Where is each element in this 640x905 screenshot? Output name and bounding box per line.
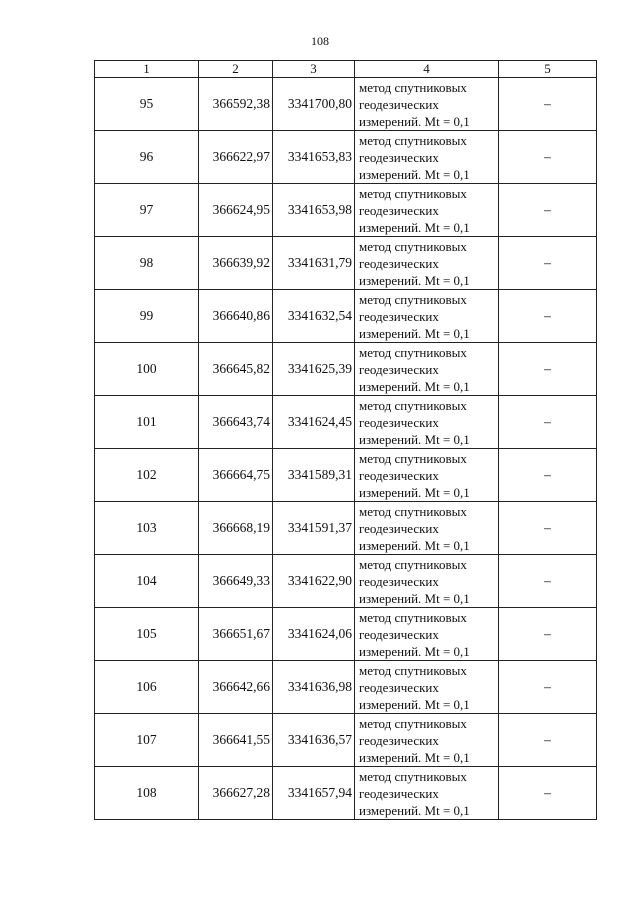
x-coordinate-cell: 366668,19: [199, 502, 273, 555]
note-cell: –: [499, 502, 597, 555]
method-line: метод спутниковых: [359, 503, 467, 519]
method-cell: [355, 237, 499, 290]
note-cell: –: [499, 343, 597, 396]
method-line: геодезических: [359, 679, 439, 695]
method-line: метод спутниковых: [359, 662, 467, 678]
y-coordinate-cell: 3341631,79: [273, 237, 355, 290]
y-coordinate-cell: 3341624,45: [273, 396, 355, 449]
method-cell: [355, 449, 499, 502]
method-line: измерений. Mt = 0,1: [359, 696, 470, 712]
method-cell: [355, 78, 499, 131]
point-number-cell: 108: [95, 767, 199, 820]
table-row: [95, 661, 597, 714]
x-coordinate-cell: 366641,55: [199, 714, 273, 767]
y-coordinate-cell: 3341657,94: [273, 767, 355, 820]
x-coordinate-cell: 366649,33: [199, 555, 273, 608]
method-line: геодезических: [359, 785, 439, 801]
method-line: геодезических: [359, 255, 439, 271]
method-line: измерений. Mt = 0,1: [359, 166, 470, 182]
column-header: 4: [355, 61, 499, 78]
point-number-cell: 104: [95, 555, 199, 608]
y-coordinate-cell: 3341632,54: [273, 290, 355, 343]
method-line: геодезических: [359, 414, 439, 430]
method-cell: [355, 343, 499, 396]
note-cell: –: [499, 661, 597, 714]
method-line: метод спутниковых: [359, 556, 467, 572]
method-line: измерений. Mt = 0,1: [359, 431, 470, 447]
point-number-cell: 103: [95, 502, 199, 555]
method-line: метод спутниковых: [359, 291, 467, 307]
note-cell: –: [499, 608, 597, 661]
table-header-row: [95, 61, 597, 78]
method-cell: [355, 608, 499, 661]
point-number-cell: 101: [95, 396, 199, 449]
note-cell: –: [499, 767, 597, 820]
table-row: [95, 449, 597, 502]
x-coordinate-cell: 366627,28: [199, 767, 273, 820]
method-line: измерений. Mt = 0,1: [359, 643, 470, 659]
column-header: 3: [273, 61, 355, 78]
point-number-cell: 96: [95, 131, 199, 184]
method-cell: [355, 184, 499, 237]
x-coordinate-cell: 366624,95: [199, 184, 273, 237]
point-number-cell: 107: [95, 714, 199, 767]
method-cell: [355, 290, 499, 343]
method-cell: [355, 555, 499, 608]
method-line: геодезических: [359, 467, 439, 483]
column-header: 1: [95, 61, 199, 78]
y-coordinate-cell: 3341636,98: [273, 661, 355, 714]
note-cell: –: [499, 237, 597, 290]
method-line: измерений. Mt = 0,1: [359, 325, 470, 341]
method-line: метод спутниковых: [359, 450, 467, 466]
method-cell: [355, 767, 499, 820]
y-coordinate-cell: 3341589,31: [273, 449, 355, 502]
note-cell: –: [499, 714, 597, 767]
point-number-cell: 95: [95, 78, 199, 131]
y-coordinate-cell: 3341653,83: [273, 131, 355, 184]
y-coordinate-cell: 3341653,98: [273, 184, 355, 237]
method-line: измерений. Mt = 0,1: [359, 272, 470, 288]
method-line: измерений. Mt = 0,1: [359, 378, 470, 394]
method-line: измерений. Mt = 0,1: [359, 590, 470, 606]
method-line: измерений. Mt = 0,1: [359, 219, 470, 235]
method-cell: [355, 502, 499, 555]
note-cell: –: [499, 396, 597, 449]
table-row: [95, 343, 597, 396]
table-row: [95, 502, 597, 555]
method-line: геодезических: [359, 361, 439, 377]
table-row: [95, 396, 597, 449]
method-cell: [355, 661, 499, 714]
method-line: измерений. Mt = 0,1: [359, 484, 470, 500]
method-line: геодезических: [359, 573, 439, 589]
method-line: измерений. Mt = 0,1: [359, 537, 470, 553]
note-cell: –: [499, 449, 597, 502]
method-line: метод спутниковых: [359, 609, 467, 625]
point-number-cell: 102: [95, 449, 199, 502]
method-line: метод спутниковых: [359, 132, 467, 148]
method-cell: [355, 396, 499, 449]
note-cell: –: [499, 555, 597, 608]
y-coordinate-cell: 3341591,37: [273, 502, 355, 555]
method-line: метод спутниковых: [359, 79, 467, 95]
note-cell: –: [499, 131, 597, 184]
method-cell: [355, 131, 499, 184]
table-row: [95, 237, 597, 290]
table-row: [95, 555, 597, 608]
method-line: измерений. Mt = 0,1: [359, 802, 470, 818]
x-coordinate-cell: 366643,74: [199, 396, 273, 449]
method-line: геодезических: [359, 149, 439, 165]
table-row: [95, 608, 597, 661]
method-line: геодезических: [359, 520, 439, 536]
method-line: измерений. Mt = 0,1: [359, 749, 470, 765]
method-line: метод спутниковых: [359, 185, 467, 201]
table-row: [95, 131, 597, 184]
method-line: геодезических: [359, 626, 439, 642]
note-cell: –: [499, 290, 597, 343]
table-row: [95, 184, 597, 237]
y-coordinate-cell: 3341636,57: [273, 714, 355, 767]
method-cell: [355, 714, 499, 767]
table-row: [95, 290, 597, 343]
x-coordinate-cell: 366622,97: [199, 131, 273, 184]
point-number-cell: 100: [95, 343, 199, 396]
x-coordinate-cell: 366664,75: [199, 449, 273, 502]
point-number-cell: 99: [95, 290, 199, 343]
y-coordinate-cell: 3341625,39: [273, 343, 355, 396]
column-header: 5: [499, 61, 597, 78]
method-line: геодезических: [359, 308, 439, 324]
point-number-cell: 106: [95, 661, 199, 714]
x-coordinate-cell: 366639,92: [199, 237, 273, 290]
table-row: [95, 78, 597, 131]
note-cell: –: [499, 184, 597, 237]
method-line: метод спутниковых: [359, 344, 467, 360]
method-line: метод спутниковых: [359, 238, 467, 254]
method-line: геодезических: [359, 96, 439, 112]
point-number-cell: 105: [95, 608, 199, 661]
point-number-cell: 98: [95, 237, 199, 290]
x-coordinate-cell: 366651,67: [199, 608, 273, 661]
y-coordinate-cell: 3341700,80: [273, 78, 355, 131]
method-line: геодезических: [359, 202, 439, 218]
method-line: геодезических: [359, 732, 439, 748]
table-body: [95, 78, 597, 820]
y-coordinate-cell: 3341624,06: [273, 608, 355, 661]
point-number-cell: 97: [95, 184, 199, 237]
method-line: метод спутниковых: [359, 715, 467, 731]
x-coordinate-cell: 366645,82: [199, 343, 273, 396]
table-row: [95, 767, 597, 820]
method-line: метод спутниковых: [359, 397, 467, 413]
x-coordinate-cell: 366642,66: [199, 661, 273, 714]
note-cell: –: [499, 78, 597, 131]
method-line: метод спутниковых: [359, 768, 467, 784]
method-line: измерений. Mt = 0,1: [359, 113, 470, 129]
table-row: [95, 714, 597, 767]
x-coordinate-cell: 366592,38: [199, 78, 273, 131]
page-number: 108: [311, 34, 329, 48]
x-coordinate-cell: 366640,86: [199, 290, 273, 343]
y-coordinate-cell: 3341622,90: [273, 555, 355, 608]
coordinates-table: [94, 60, 597, 820]
column-header: 2: [199, 61, 273, 78]
